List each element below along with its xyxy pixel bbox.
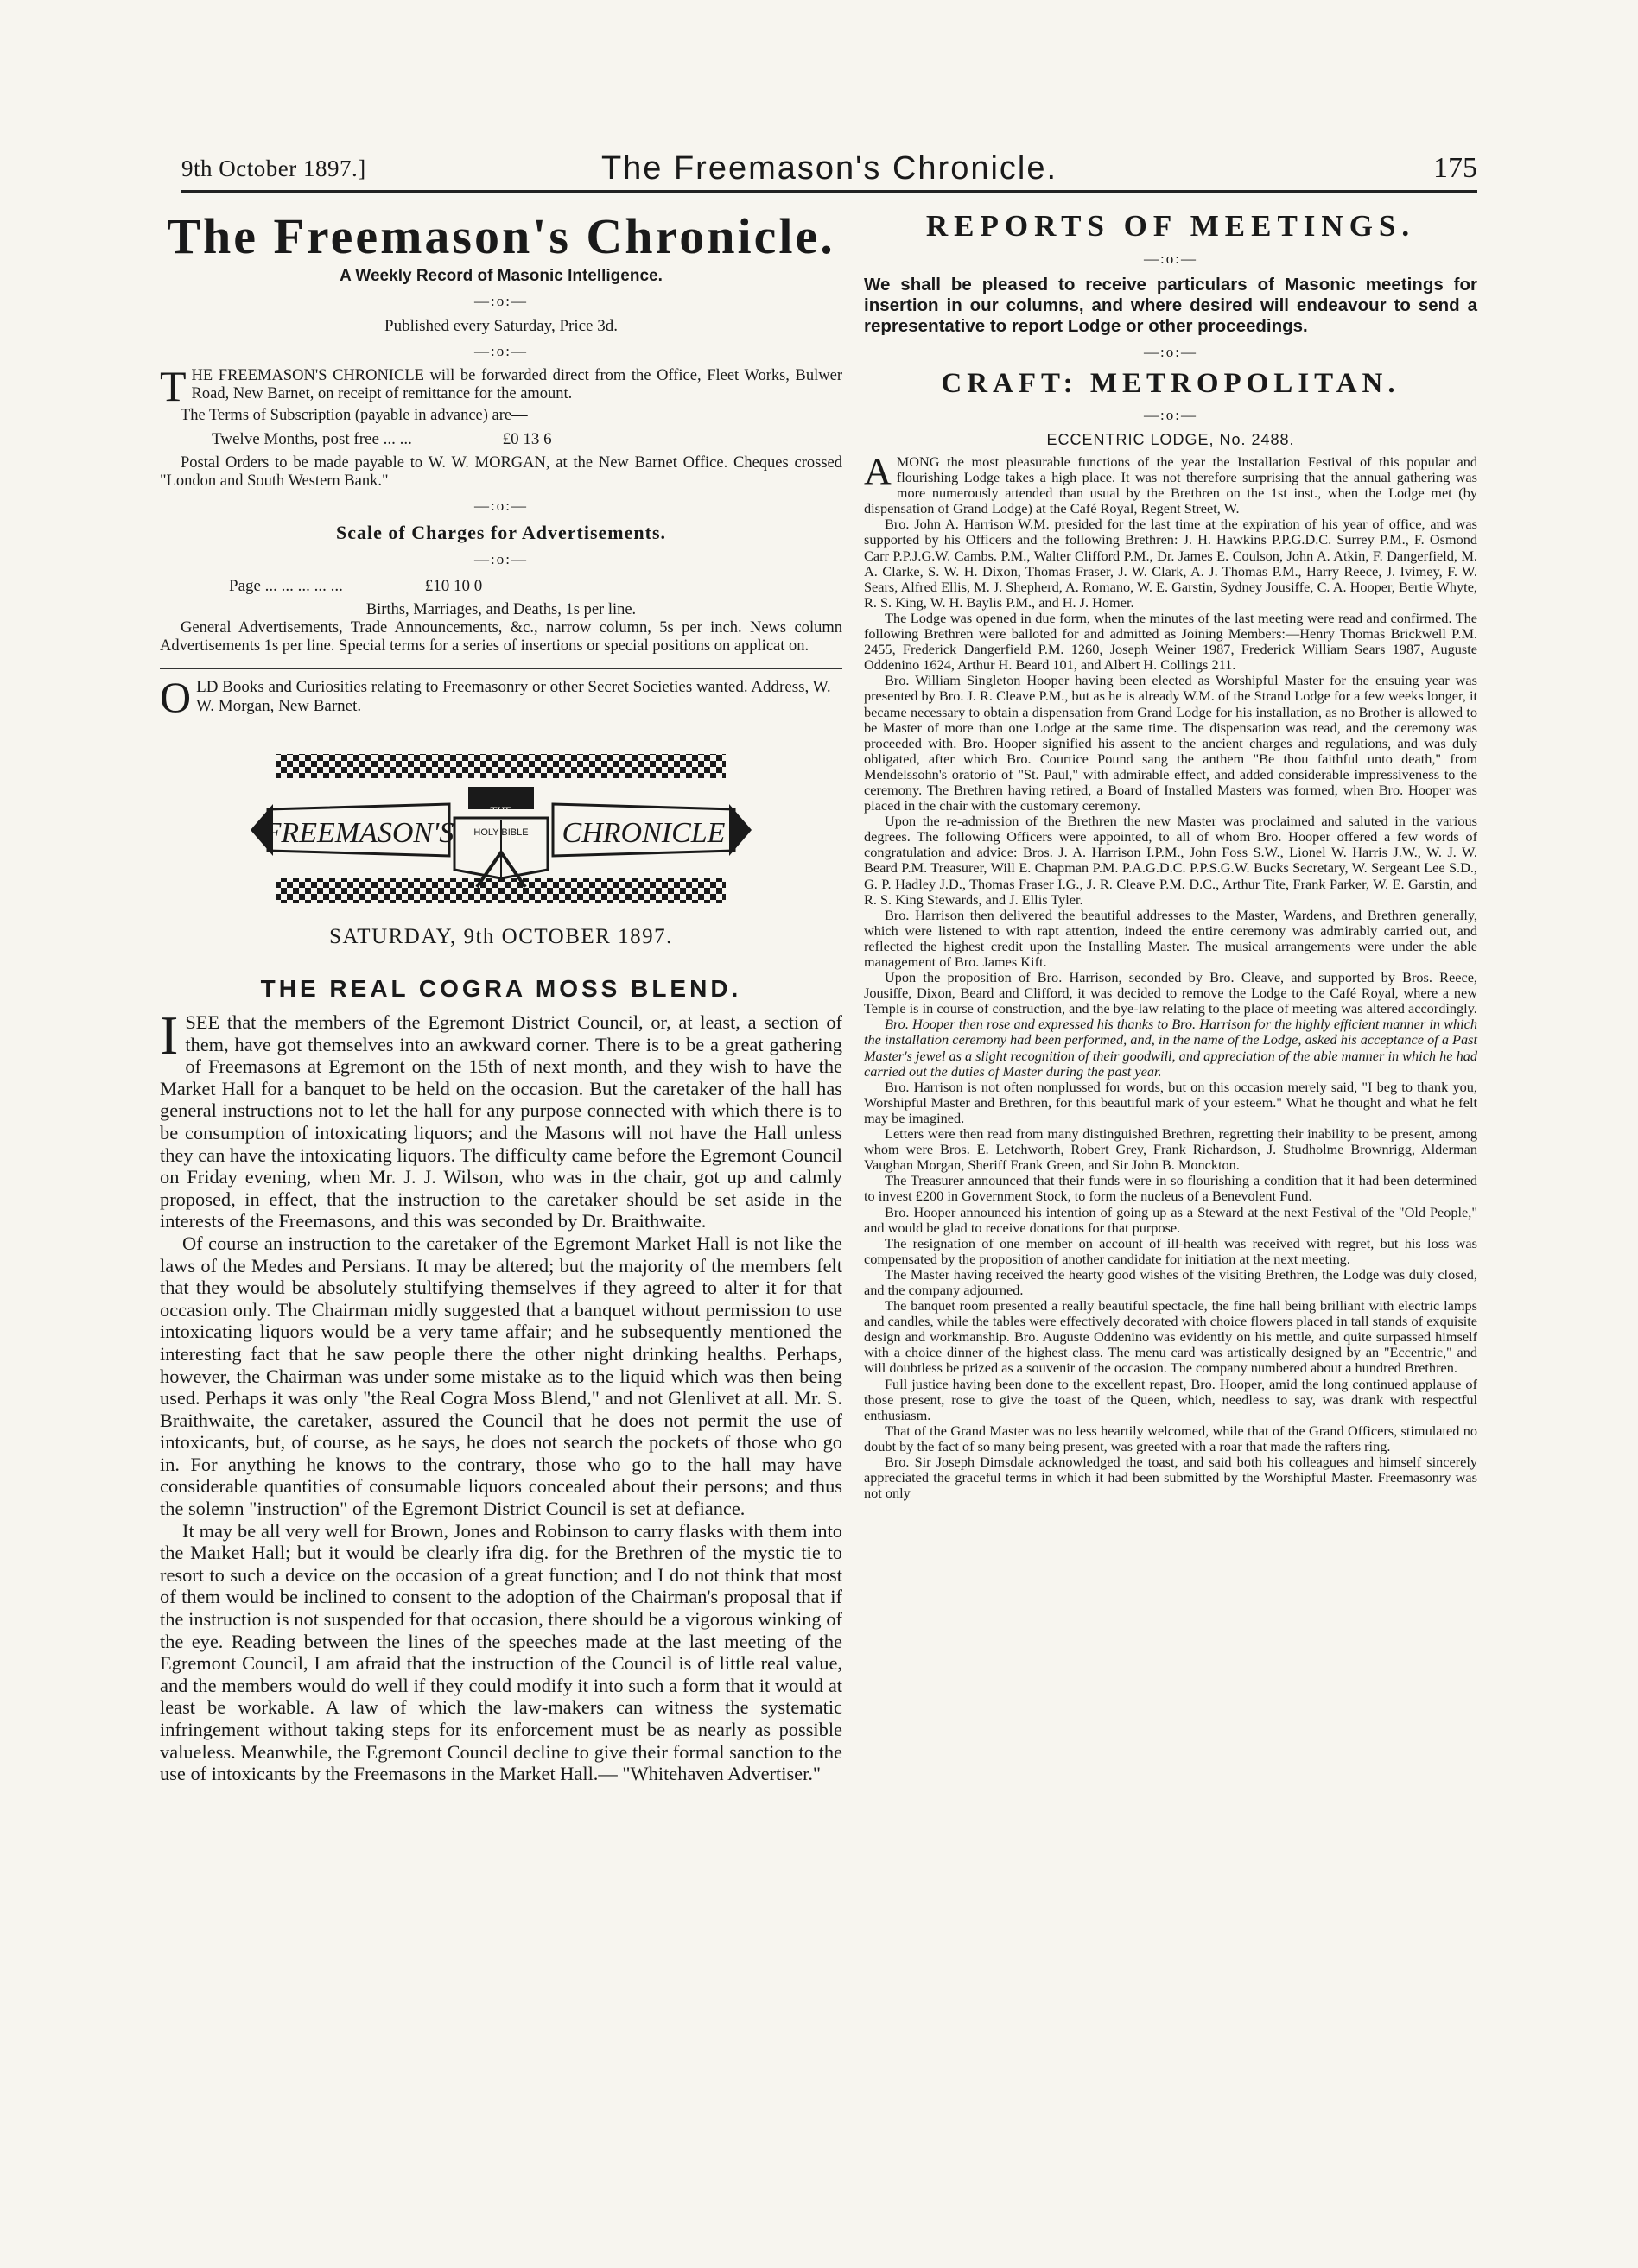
article-title: THE REAL COGRA MOSS BLEND. (260, 975, 742, 1002)
report-paragraph: Upon the re-admission of the Brethren the new Master was proclaimed and saluted in the various degrees. The following Officers were appointed, to all of whom Bro. Hooper offered a few words of congratulation and advice: Bros. J. A. Harrison I.P.M., John Foss S.W., Lionel W. Harris J.W., W. J. W. Beard P.M. Treasurer, Will E. Chapman P.M. P.A.G.D.C. P.P.S.G.W. Bucks Secretary, W. Sergeant Lee S.D., G. P. Hadley J.D., Thomas Fraser I.G., J. R. Cleave P.M. D.C., Arthur Tite, Frank Parker, W. E. Garstin, and R. S. King Stewards, and J. Ellis Tyler. (864, 813, 1477, 908)
scale-heading: Scale of Charges for Advertisements. (335, 522, 667, 543)
forward-notice (160, 362, 842, 410)
reports-title: REPORTS OF MEETINGS. (925, 209, 1416, 243)
report-paragraph (864, 450, 1477, 517)
separator: —:o:— (1144, 250, 1197, 267)
report-text: MONG the most pleasurable functions of the year the Installation Festival of this popular and flourishing Lodge takes a high place. It was not therefore surprising that the annual gathering was more numerously attended than usual by the Brethren on the 1st inst., when the Lodge met (by dispensation of Grand Lodge) at the Café Royal, Regent Street, W. (864, 453, 1477, 517)
old-books-notice (160, 673, 842, 721)
report-paragraph: Bro. William Singleton Hooper having been elected as Worshipful Master for the ensuing year was presented by Bro. J. R. Cleave P.M., but as he is already W.M. of the Strand Lodge for a few weeks longer, it became necessary to obtain a dispensation from Grand Lodge for his installation, as no Brother is allowed to be Master of more than one Lodge at the same time. The dispensation was read, and the ceremony was proceeded with. Bro. Hooper signified his assent to the ancient charges and regulations, and was duly obligated, after which Bro. Courtice Pound sang the anthem "Be thou faithful unto death," from Mendelssohn's oratorio of "St. Paul," with admirable effect, and added considerable impressiveness to the ceremony. The Brethren having retired, a Board of Installed Masters was formed, when Bro. Hooper was placed in the chair with the customary ceremony. (864, 672, 1477, 814)
general-rates: General Advertisements, Trade Announcements, &c., narrow column, 5s per inch. News column Advertisements 1s per line. Special terms for a series of insertions or special positions on applicat on. (160, 619, 842, 655)
drop-cap: A (864, 450, 892, 492)
separator: —:o:— (474, 497, 528, 514)
report-paragraph: Letters were then read from many distinguished Brethren, regretting their inability to be present, among whom were Bros. E. Letchworth, Robert Grey, Frank Richardson, J. Studholme Brownrigg, Alderman Vaughan Morgan, Sheriff Frank Green, and Sir John B. Monckton. (864, 1125, 1477, 1174)
emblem-right-word: CHRONICLE (562, 817, 726, 849)
section-title: CRAFT: METROPOLITAN. (941, 368, 1400, 399)
running-title: The Freemason's Chronicle. (600, 150, 1058, 187)
date-line: SATURDAY, 9th OCTOBER 1897. (329, 925, 673, 948)
page-rate-label: Page ... ... ... ... ... (229, 577, 343, 595)
report-paragraph: The Lodge was opened in due form, when the minutes of the last meeting were read and confirmed. The following Brethren were balloted for and admitted as Joining Members:—Henry Thomas Brickwell P.M. 2455, Frederick Dangerfield P.M. 1260, Joseph Weiner 1987, Frederick William Sears 1987, Auguste Oddenino 1624, Arthur H. Beard 101, and Albert H. Collings 211. (864, 609, 1477, 674)
report-paragraph: Bro. Harrison is not often nonplussed for words, but on this occasion merely said, "I beg to thank you, Worshipful Master and Brethren, for this beautiful mark of your esteem." What he thought and what he felt may be imagined. (864, 1078, 1477, 1126)
page-rate-amount: £10 10 0 (424, 577, 483, 595)
report-paragraph: Bro. Hooper then rose and expressed his thanks to Bro. Harrison for the highly efficient manner in which the installation ceremony had been performed, and, in the name of the Lodge, asked his acceptance of a Past Master's jewel as a slight recognition of their goodwill, and appreciation of the able manner in which he had carried out the duties of Master during the past year. (864, 1016, 1477, 1080)
report-paragraph: That of the Grand Master was no less heartily welcomed, while that of the Grand Officers, stimulated no doubt by the fact of so many being present, was greeted with a roar that made the rafters ring. (864, 1422, 1477, 1454)
drop-cap: T (160, 362, 187, 410)
report-paragraph: Bro. Sir Joseph Dimsdale acknowledged the toast, and said both his colleagues and himself sincerely appreciated the graceful terms in which it had been submitted by the Worshipful Master. Freemasonry was not only (864, 1454, 1477, 1502)
drop-cap: O (160, 673, 192, 721)
masthead-subtitle: A Weekly Record of Masonic Intelligence. (340, 267, 663, 285)
old-books-text: LD Books and Curiosities relating to Freemasonry or other Secret Societies wanted. Address, W. W. Morgan, New Barnet. (196, 678, 831, 715)
masthead-title: The Freemason's Chronicle. (167, 208, 835, 264)
terms-row (212, 430, 842, 449)
report-paragraph: The Master having received the hearty good wishes of the visiting Brethren, the Lodge was duly closed, and the company adjourned. (864, 1265, 1477, 1298)
article-paragraph (160, 1004, 842, 1232)
report-paragraph: The banquet room presented a really beautiful spectacle, the fine hall being brilliant with electric lamps and candles, while the tables were effectively decorated with choice flowers placed in tall stands of exquisite design and workmanship. Bro. Auguste Oddenino was evidently on his mettle, and quite surpassed himself with a choice dinner of the highest class. The menu card was artistically designed by an "Eccentric," and will doubtless be prized as a souvenir of the occasion. The company numbered about a hundred Brethren. (864, 1297, 1477, 1377)
terms-label: Twelve Months, post free ... ... (212, 430, 412, 448)
emblem-left-word: FREEMASON'S (263, 817, 454, 849)
forward-text: HE FREEMASON'S CHRONICLE will be forwarded direct from the Office, Fleet Works, Bulwer Road, New Barnet, on receipt of remittance for the amount. (191, 367, 842, 402)
separator: —:o:— (1144, 344, 1197, 360)
report-paragraph: The resignation of one member on account of ill-health was received with regret, but his loss was compensated by the proposition of another candidate for initiation at the next meeting. (864, 1234, 1477, 1267)
article-paragraph: It may be all very well for Brown, Jones and Robinson to carry flasks with them into the Maıket Hall; but it would be clearly ifra dig. for the Brethren of the mystic tie to resort to such a device on the occasion of a great function; and I do not think that most of them would be inclined to consent to the adoption of the Chairman's proposal that if the instruction is not suspended for that occasion, there should be a vigorous winking of the eye. Reading between the lines of the speeches made at the last meeting of the Egremont Council, I am afraid that the instruction of the Council is of little real value, and the members would do well if they could modify it into such a form that it would at least be workable. A law of which the law-makers can witness the systematic infringement without taking steps for its enforcement must be as nearly as possible valueless. Meanwhile, the Egremont Council decline to give their formal sanction to the use of intoxicants by the Freemasons in the Market Hall.— "Whitehaven Advertiser." (160, 1519, 842, 1785)
right-arrow-icon (729, 804, 752, 856)
checkered-border-bottom (276, 878, 726, 903)
right-column (864, 207, 1477, 1501)
emblem-book-label: HOLY BIBLE (473, 827, 529, 838)
checkered-border-top (276, 754, 726, 778)
separator: —:o:— (1144, 407, 1197, 423)
page-number: 175 (1433, 152, 1477, 184)
page-rate-row (229, 577, 842, 596)
births-rate: Births, Marriages, and Deaths, 1s per line. (365, 601, 637, 618)
report-paragraph: Full justice having been done to the excellent repast, Bro. Hooper, amid the long continued applause of those present, rose to give the toast of the Queen, which, needless to say, was drank with respectful enthusiasm. (864, 1375, 1477, 1423)
drop-cap: I (160, 1004, 179, 1066)
separator: —:o:— (474, 343, 528, 359)
terms-amount: £0 13 6 (502, 430, 552, 448)
postal-notice: Postal Orders to be made payable to W. W. MORGAN, at the New Barnet Office. Cheques crossed "London and South Western Bank." (160, 454, 842, 490)
report-paragraph: Bro. John A. Harrison W.M. presided for the last time at the expiration of his year of office, and was supported by his Officers and the following Brethren: J. H. Hawkins P.P.G.D.C. Surrey P.M., F. Osmond Carr P.P.J.G.W. Cambs. P.M., Walter Clifford P.M., Dr. James E. Coulson, John A. Atkin, F. Dangerfield, M. A. Clarke, S. W. H. Dixon, Thomas Fraser, J. W. Clark, A. J. Thomas P.M., Harry Reece, J. Ivimey, F. W. Sears, Alfred Ellis, M. J. Shepherd, A. Romano, W. E. Garstin, Sydney Jousiffe, C. A. Hooper, Bertie Whyte, R. S. King, W. H. Baylis P.M., and H. J. Homer. (864, 516, 1477, 611)
article-paragraph: Of course an instruction to the caretaker of the Egremont Market Hall is not like the laws of the Medes and Persians. It may be altered; but the majority of the members felt that they would be absolutely stultifying themselves if they agreed to alter it for that occasion only. The Chairman midly suggested that a banquet without permission to use intoxicating liquors would be a very tame affair; and he subsequently mentioned the interesting fact that he saw people there the other night drinking healths. Perhaps, however, the Chairman was under some mistake as to the liquid which was then being used. Perhaps it was only "the Real Cogra Moss Blend," and not Glenlivet at all. Mr. S. Braithwaite, the caretaker, assured the Council that he does not permit the use of intoxicants, but, of course, as he says, he does not search the pockets of those who go in. For anything he knows to the contrary, those who go to the hall may have considerable quantities of consumable liquors concealed about their persons; and thus the solemn "instruction" of the Egremont District Council is set at defiance. (160, 1232, 842, 1520)
reports-notice: We shall be pleased to receive particulars of Masonic meetings for insertion in our columns, and where desired will endeavour to send a representative to report Lodge or other proceedings. (864, 275, 1477, 336)
report-paragraph: Bro. Harrison then delivered the beautiful addresses to the Master, Wardens, and Brethren generally, which were listened to with rapt attention, indeed the entire ceremony was admirably carried out, and reflected the highest credit upon the Installing Master. The musical arrangements were under the able management of Bro. James Kift. (864, 906, 1477, 970)
report-paragraph: Upon the proposition of Bro. Harrison, seconded by Bro. Cleave, and supported by Bros. Reece, Jousiffe, Dixon, Beard and Clifford, it was decided to remove the Lodge to the Café Royal, where a new Temple is in course of construction, and the bye-law relating to the place of meeting was altered accordingly. (864, 969, 1477, 1017)
chronicle-emblem (251, 749, 752, 913)
emblem-illustration (251, 749, 752, 913)
left-column (160, 207, 842, 1785)
divider (160, 668, 842, 669)
report-paragraph: The Treasurer announced that their funds were in so flourishing a condition that it had been determined to invest £200 in Government Stock, to form the nucleus of a Benevolent Fund. (864, 1172, 1477, 1205)
separator: —:o:— (474, 551, 528, 567)
emblem-the: THE (490, 804, 512, 817)
separator: —:o:— (474, 293, 528, 309)
report-paragraph: Bro. Hooper announced his intention of going up as a Steward at the next Festival of the "Old People," and would be glad to receive donations for that purpose. (864, 1203, 1477, 1236)
issue-date: 9th October 1897.] (181, 155, 366, 181)
terms-intro: The Terms of Subscription (payable in advance) are— (181, 407, 528, 424)
article-text: SEE that the members of the Egremont District Council, or, at least, a section of them, have got themselves into an awkward corner. There is to be a great gathering of Freemasons at Egremont on the 15th of next month, and they wish to have the Market Hall for a banquet to be held on the occasion. But the caretaker of the hall has general instructions not to let the hall for any purpose connected with which there is to be consumption of intoxicating liquors; and the Masons will not have the Hall unless they can have the intoxicating liquors. The difficulty came before the Egremont Council on Friday evening, when Mr. J. J. Wilson, who was in the chair, got up and calmly proposed, in effect, that the instruction to the caretaker should be set aside in the interests of the Freemasons, and this was seconded by Dr. Braithwaite. (160, 1011, 842, 1232)
published-line: Published every Saturday, Price 3d. (384, 317, 618, 335)
lodge-title: ECCENTRIC LODGE, No. 2488. (1046, 431, 1295, 448)
running-head (181, 152, 1477, 193)
